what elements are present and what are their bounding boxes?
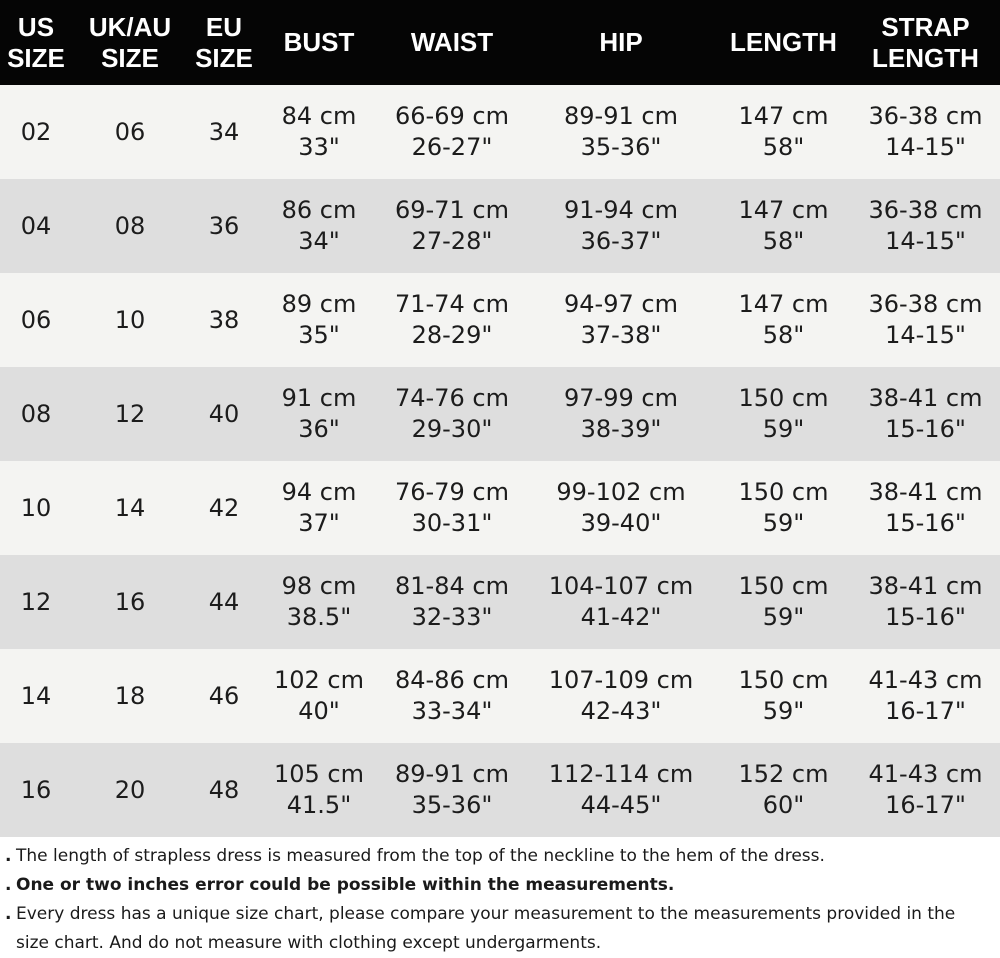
table-row (0, 743, 1000, 837)
table-row (0, 461, 1000, 555)
cell-bust: 86 cm 34" (281, 196, 357, 255)
cell-uk-au-size: 18 (114, 681, 146, 710)
cell-eu-size: 36 (208, 211, 240, 240)
cell-waist: 76-79 cm 30-31" (395, 478, 509, 537)
cell-hip: 94-97 cm 37-38" (564, 290, 678, 349)
cell-strap-length: 36-38 cm 14-15" (868, 290, 983, 349)
cell-us-size: 02 (20, 117, 52, 146)
measurement-notes (5, 842, 990, 958)
cell-length: 150 cm 59" (738, 384, 829, 443)
note-unique-size-chart (5, 900, 990, 958)
cell-waist: 69-71 cm 27-28" (395, 196, 509, 255)
cell-length: 150 cm 59" (738, 478, 829, 537)
table-row (0, 367, 1000, 461)
cell-waist: 89-91 cm 35-36" (395, 760, 509, 819)
note-text: One or two inches error could be possible within the measurements. (16, 875, 675, 895)
header-us-size: US SIZE (7, 11, 65, 73)
cell-uk-au-size: 06 (114, 117, 146, 146)
cell-eu-size: 34 (208, 117, 240, 146)
cell-length: 150 cm 59" (738, 572, 829, 631)
cell-eu-size: 40 (208, 399, 240, 428)
table-row (0, 555, 1000, 649)
cell-hip: 99-102 cm 39-40" (556, 478, 686, 537)
cell-hip: 104-107 cm 41-42" (548, 572, 694, 631)
cell-strap-length: 41-43 cm 16-17" (868, 760, 983, 819)
cell-us-size: 14 (20, 681, 52, 710)
cell-bust: 105 cm 41.5" (273, 760, 364, 819)
header-waist: WAIST (410, 27, 494, 57)
note-strapless-length (5, 842, 990, 871)
header-hip: HIP (599, 27, 643, 57)
cell-bust: 94 cm 37" (281, 478, 357, 537)
cell-us-size: 12 (20, 587, 52, 616)
note-bullet: . (5, 904, 12, 924)
header-uk-au-size: UK/AU SIZE (88, 11, 172, 73)
cell-waist: 84-86 cm 33-34" (395, 666, 509, 725)
cell-length: 147 cm 58" (738, 290, 829, 349)
note-bullet: . (5, 875, 12, 895)
cell-bust: 98 cm 38.5" (281, 572, 357, 631)
header-eu-size: EU SIZE (195, 11, 253, 73)
note-text: The length of strapless dress is measured from the top of the neckline to the hem of the dress. (16, 846, 825, 866)
cell-length: 152 cm 60" (738, 760, 829, 819)
cell-hip: 107-109 cm 42-43" (548, 666, 694, 725)
cell-us-size: 06 (20, 305, 52, 334)
cell-uk-au-size: 16 (114, 587, 146, 616)
table-header-row (0, 0, 1000, 85)
cell-bust: 84 cm 33" (281, 102, 357, 161)
header-length: LENGTH (730, 27, 837, 57)
cell-length: 150 cm 59" (738, 666, 829, 725)
cell-length: 147 cm 58" (738, 196, 829, 255)
cell-strap-length: 38-41 cm 15-16" (868, 478, 983, 537)
cell-strap-length: 41-43 cm 16-17" (868, 666, 983, 725)
cell-hip: 112-114 cm 44-45" (548, 760, 694, 819)
note-measurement-error (5, 871, 990, 900)
cell-hip: 97-99 cm 38-39" (564, 384, 678, 443)
cell-strap-length: 36-38 cm 14-15" (868, 196, 983, 255)
cell-uk-au-size: 12 (114, 399, 146, 428)
table-row (0, 85, 1000, 179)
cell-bust: 91 cm 36" (281, 384, 357, 443)
cell-uk-au-size: 08 (114, 211, 146, 240)
cell-eu-size: 46 (208, 681, 240, 710)
cell-bust: 102 cm 40" (273, 666, 364, 725)
cell-waist: 66-69 cm 26-27" (395, 102, 509, 161)
cell-waist: 74-76 cm 29-30" (395, 384, 509, 443)
cell-bust: 89 cm 35" (281, 290, 357, 349)
cell-eu-size: 42 (208, 493, 240, 522)
cell-waist: 81-84 cm 32-33" (395, 572, 509, 631)
table-row (0, 273, 1000, 367)
cell-hip: 91-94 cm 36-37" (564, 196, 678, 255)
cell-strap-length: 36-38 cm 14-15" (868, 102, 983, 161)
cell-uk-au-size: 20 (114, 775, 146, 804)
cell-length: 147 cm 58" (738, 102, 829, 161)
cell-uk-au-size: 14 (114, 493, 146, 522)
cell-eu-size: 38 (208, 305, 240, 334)
cell-uk-au-size: 10 (114, 305, 146, 334)
note-bullet: . (5, 846, 12, 866)
cell-us-size: 10 (20, 493, 52, 522)
cell-us-size: 16 (20, 775, 52, 804)
table-row (0, 649, 1000, 743)
cell-us-size: 08 (20, 399, 52, 428)
table-row (0, 179, 1000, 273)
cell-us-size: 04 (20, 211, 52, 240)
note-text: Every dress has a unique size chart, please compare your measurement to the measurements provided in the size chart. And do not measure with clothing except undergarments. (16, 904, 956, 953)
cell-eu-size: 44 (208, 587, 240, 616)
cell-waist: 71-74 cm 28-29" (395, 290, 509, 349)
cell-eu-size: 48 (208, 775, 240, 804)
cell-hip: 89-91 cm 35-36" (564, 102, 678, 161)
header-strap-length: STRAP LENGTH (872, 11, 979, 73)
header-bust: BUST (283, 27, 355, 57)
cell-strap-length: 38-41 cm 15-16" (868, 384, 983, 443)
cell-strap-length: 38-41 cm 15-16" (868, 572, 983, 631)
